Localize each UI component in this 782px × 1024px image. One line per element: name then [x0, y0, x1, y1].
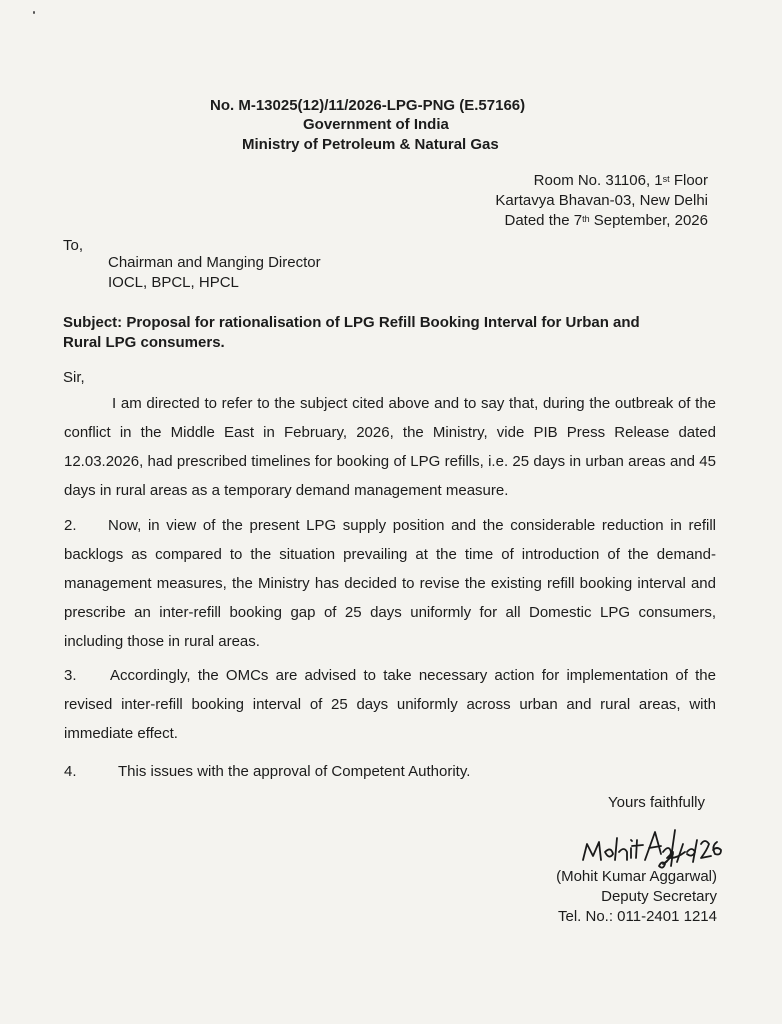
date-line: Dated the 7th September, 2026 — [504, 212, 708, 229]
handwritten-signature — [575, 822, 735, 872]
government-heading: Government of India — [303, 116, 449, 133]
scan-speck — [33, 11, 35, 14]
paragraph-3-text: Accordingly, the OMCs are advised to take necessary action for implementation of the revised inter-refill booking interval of 25 days uniformly across urban and rural areas, with immediate effect. — [64, 667, 716, 742]
room-line: Room No. 31106, 1st Floor — [533, 172, 708, 189]
to-label: To, — [63, 237, 84, 254]
paragraph-3-number: 3. — [64, 667, 77, 684]
salutation: Sir, — [63, 369, 85, 386]
closing: Yours faithfully — [608, 794, 706, 811]
paragraph-3 — [64, 661, 716, 748]
paragraph-4-number: 4. — [64, 763, 77, 780]
paragraph-4-text: This issues with the approval of Competent Authority. — [118, 763, 471, 780]
sender-address — [495, 171, 708, 231]
paragraph-4 — [64, 757, 716, 786]
subject-line-1: Subject: Proposal for rationalisation of LPG Refill Booking Interval for Urban and — [63, 314, 640, 331]
paragraph-1: I am directed to refer to the subject cited above and to say that, during the outbreak of the conflict in the Middle East in February, 2026, the Ministry, vide PIB Press Release dated 12.03.2026, had prescribed timelines for booking of LPG refills, i.e. 25 days in urban areas and 45 days in rural areas as a temporary demand management measure. — [64, 395, 716, 499]
subject-line-2: Rural LPG consumers. — [63, 334, 225, 351]
paragraph-2-number: 2. — [64, 517, 77, 534]
signatory-telephone: Tel. No.: 011-2401 1214 — [557, 908, 717, 925]
reference-number: No. M-13025(12)/11/2026-LPG-PNG (E.57166) — [210, 97, 526, 114]
building-line: Kartavya Bhavan-03, New Delhi — [495, 192, 708, 209]
recipient-companies: IOCL, BPCL, HPCL — [108, 274, 239, 291]
paragraph-2-text: Now, in view of the present LPG supply position and the considerable reduction in refill backlogs as compared to the situation prevailing at the time of introduction of the demand-management measures, the Ministry has decided to revise the existing refill booking interval and prescribe an inter-refill booking gap of 25 days uniformly for all Domestic LPG consumers, including those in rural areas. — [64, 517, 716, 650]
signatory-block — [556, 867, 717, 927]
signatory-designation: Deputy Secretary — [601, 888, 717, 905]
recipient-title: Chairman and Manging Director — [108, 254, 321, 271]
ministry-heading: Ministry of Petroleum & Natural Gas — [242, 136, 499, 153]
signatory-name: (Mohit Kumar Aggarwal) — [556, 868, 717, 885]
paragraph-2 — [64, 511, 716, 656]
